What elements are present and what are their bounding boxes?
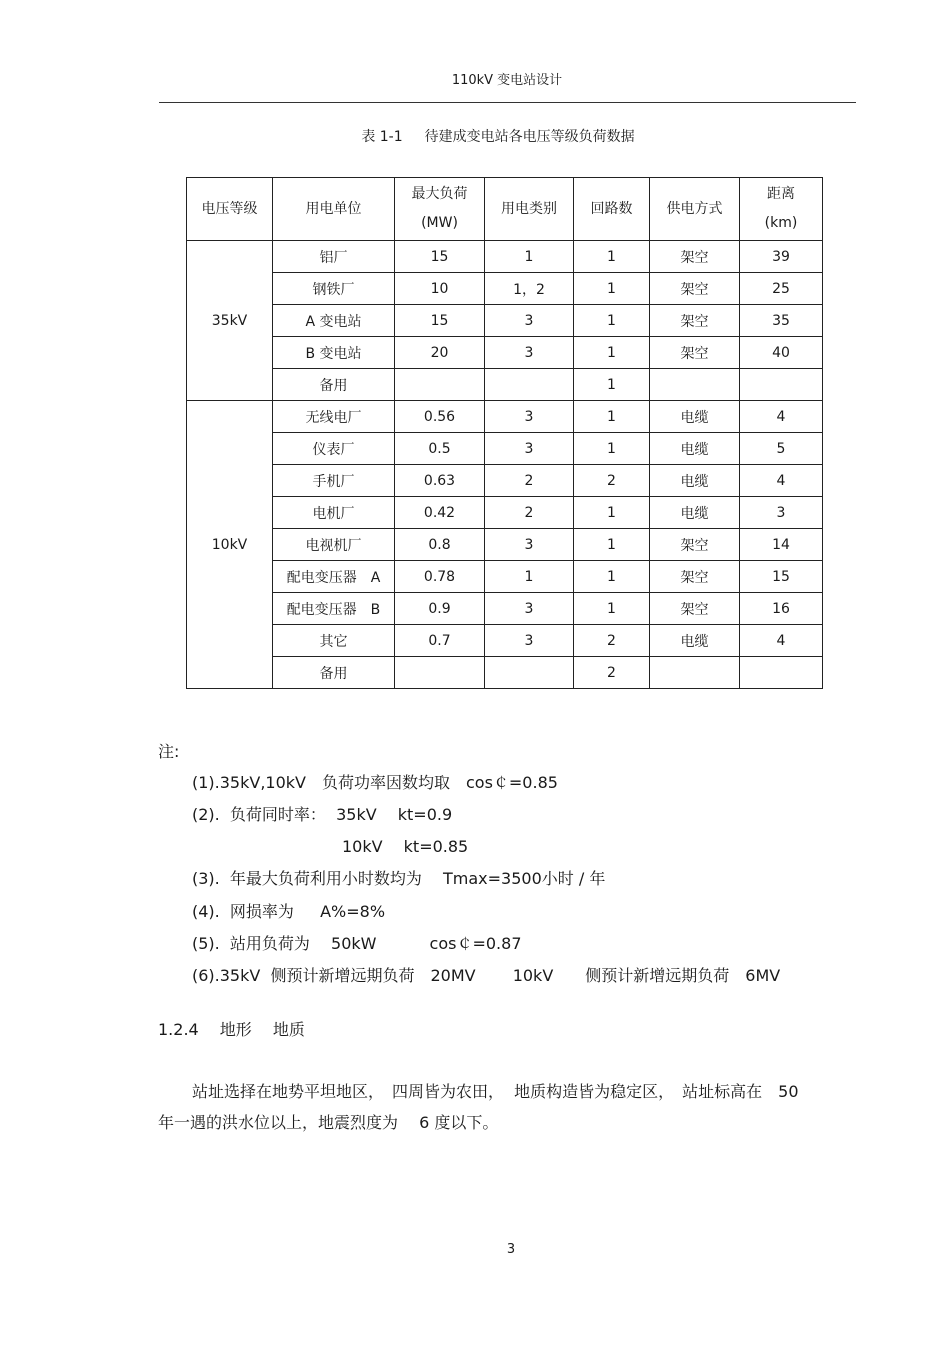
header-distance-label: 距离: [767, 186, 795, 202]
load-cell: 0.56: [395, 401, 485, 433]
note-line: (4). 网损率为 A%=8%: [192, 902, 386, 921]
category-cell: 3: [485, 433, 574, 465]
category-cell: 1，2: [485, 273, 574, 305]
circuits-cell: 1: [574, 241, 650, 273]
note-line: 10kV kt=0.85: [342, 837, 469, 856]
table-row: [187, 561, 823, 593]
table-row: [187, 657, 823, 689]
header-circuits: 回路数: [574, 178, 650, 241]
circuits-cell: 2: [574, 625, 650, 657]
note-line: (5). 站用负荷为 50kW cos￠=0.87: [192, 934, 522, 953]
table-row: [187, 337, 823, 369]
header-max-load: [395, 178, 485, 241]
voltage-level-cell: 10kV: [187, 401, 273, 689]
load-cell: 0.63: [395, 465, 485, 497]
unit-cell: 配电变压器 A: [273, 561, 395, 593]
unit-cell: B 变电站: [273, 337, 395, 369]
table-row: [187, 497, 823, 529]
circuits-cell: 1: [574, 273, 650, 305]
header-category: 用电类别: [485, 178, 574, 241]
body-paragraph-line: 站址选择在地势平坦地区， 四周皆为农田， 地质构造皆为稳定区， 站址标高在 50: [192, 1082, 799, 1101]
load-cell: 0.42: [395, 497, 485, 529]
table-row: [187, 401, 823, 433]
distance-cell: [740, 657, 823, 689]
distance-cell: 35: [740, 305, 823, 337]
unit-cell: 铝厂: [273, 241, 395, 273]
distance-cell: 15: [740, 561, 823, 593]
circuits-cell: 1: [574, 337, 650, 369]
distance-cell: 25: [740, 273, 823, 305]
notes-heading: 注:: [158, 742, 180, 761]
table-body: [187, 241, 823, 689]
category-cell: 3: [485, 401, 574, 433]
supply-cell: 架空: [650, 593, 740, 625]
load-cell: 15: [395, 241, 485, 273]
circuits-cell: 1: [574, 561, 650, 593]
distance-cell: 16: [740, 593, 823, 625]
supply-cell: 电缆: [650, 433, 740, 465]
table-caption-number: 表 1-1: [361, 129, 403, 145]
category-cell: 1: [485, 561, 574, 593]
supply-cell: [650, 657, 740, 689]
circuits-cell: 1: [574, 497, 650, 529]
supply-cell: 架空: [650, 241, 740, 273]
table-row: [187, 465, 823, 497]
supply-cell: 架空: [650, 337, 740, 369]
section-heading: 1.2.4 地形 地质: [158, 1020, 305, 1039]
supply-cell: 电缆: [650, 465, 740, 497]
header-supply: 供电方式: [650, 178, 740, 241]
header-distance: [740, 178, 823, 241]
load-cell: [395, 369, 485, 401]
category-cell: 3: [485, 305, 574, 337]
table-row: [187, 369, 823, 401]
category-cell: 3: [485, 529, 574, 561]
distance-cell: 3: [740, 497, 823, 529]
unit-cell: 手机厂: [273, 465, 395, 497]
note-line: (3). 年最大负荷利用小时数均为 Tmax=3500小时 / 年: [192, 869, 606, 888]
supply-cell: 电缆: [650, 625, 740, 657]
category-cell: 2: [485, 497, 574, 529]
distance-cell: 5: [740, 433, 823, 465]
load-cell: 15: [395, 305, 485, 337]
table-row: [187, 305, 823, 337]
table-row: [187, 625, 823, 657]
body-paragraph-line: 年一遇的洪水位以上，地震烈度为 6 度以下。: [158, 1113, 499, 1132]
unit-cell: 电视机厂: [273, 529, 395, 561]
header-divider: [159, 102, 856, 103]
distance-cell: 4: [740, 401, 823, 433]
supply-cell: 电缆: [650, 401, 740, 433]
header-distance-unit: (km): [764, 215, 798, 231]
category-cell: [485, 369, 574, 401]
unit-cell: 其它: [273, 625, 395, 657]
table-header-row: [187, 178, 823, 241]
unit-cell: 无线电厂: [273, 401, 395, 433]
category-cell: 3: [485, 337, 574, 369]
load-cell: 10: [395, 273, 485, 305]
distance-cell: 40: [740, 337, 823, 369]
note-line: (1).35kV,10kV 负荷功率因数均取 cos￠=0.85: [192, 773, 558, 792]
load-cell: 0.5: [395, 433, 485, 465]
supply-cell: 架空: [650, 273, 740, 305]
load-cell: 0.9: [395, 593, 485, 625]
unit-cell: 配电变压器 B: [273, 593, 395, 625]
table-row: [187, 529, 823, 561]
supply-cell: 电缆: [650, 497, 740, 529]
unit-cell: A 变电站: [273, 305, 395, 337]
distance-cell: [740, 369, 823, 401]
table-row: [187, 273, 823, 305]
note-line: (2). 负荷同时率： 35kV kt=0.9: [192, 805, 453, 824]
category-cell: [485, 657, 574, 689]
category-cell: 3: [485, 625, 574, 657]
unit-cell: 仪表厂: [273, 433, 395, 465]
header-unit: 用电单位: [273, 178, 395, 241]
distance-cell: 39: [740, 241, 823, 273]
load-cell: 0.8: [395, 529, 485, 561]
circuits-cell: 2: [574, 657, 650, 689]
table-row: [187, 593, 823, 625]
table-row: [187, 433, 823, 465]
circuits-cell: 1: [574, 369, 650, 401]
unit-cell: 电机厂: [273, 497, 395, 529]
page-number: 3: [506, 1242, 516, 1257]
unit-cell: 备用: [273, 369, 395, 401]
header-voltage: 电压等级: [187, 178, 273, 241]
category-cell: 3: [485, 593, 574, 625]
load-cell: [395, 657, 485, 689]
distance-cell: 4: [740, 465, 823, 497]
table-row: [187, 241, 823, 273]
distance-cell: 4: [740, 625, 823, 657]
circuits-cell: 1: [574, 401, 650, 433]
note-line: (6).35kV 侧预计新增远期负荷 20MV 10kV 侧预计新增远期负荷 6MV: [192, 966, 781, 985]
page-header: 110kV 变电站设计: [451, 73, 563, 88]
header-max-load-label: 最大负荷: [411, 186, 468, 202]
load-cell: 20: [395, 337, 485, 369]
supply-cell: 架空: [650, 305, 740, 337]
unit-cell: 备用: [273, 657, 395, 689]
unit-cell: 钢铁厂: [273, 273, 395, 305]
distance-cell: 14: [740, 529, 823, 561]
supply-cell: [650, 369, 740, 401]
category-cell: 2: [485, 465, 574, 497]
circuits-cell: 1: [574, 433, 650, 465]
load-cell: 0.78: [395, 561, 485, 593]
supply-cell: 架空: [650, 561, 740, 593]
load-data-table: [186, 177, 823, 689]
circuits-cell: 1: [574, 529, 650, 561]
circuits-cell: 1: [574, 305, 650, 337]
voltage-level-cell: 35kV: [187, 241, 273, 401]
table-caption-text: 待建成变电站各电压等级负荷数据: [424, 129, 635, 145]
circuits-cell: 2: [574, 465, 650, 497]
header-max-load-unit: (MW): [421, 215, 458, 231]
supply-cell: 架空: [650, 529, 740, 561]
category-cell: 1: [485, 241, 574, 273]
table-caption: [0, 126, 950, 146]
load-cell: 0.7: [395, 625, 485, 657]
circuits-cell: 1: [574, 593, 650, 625]
